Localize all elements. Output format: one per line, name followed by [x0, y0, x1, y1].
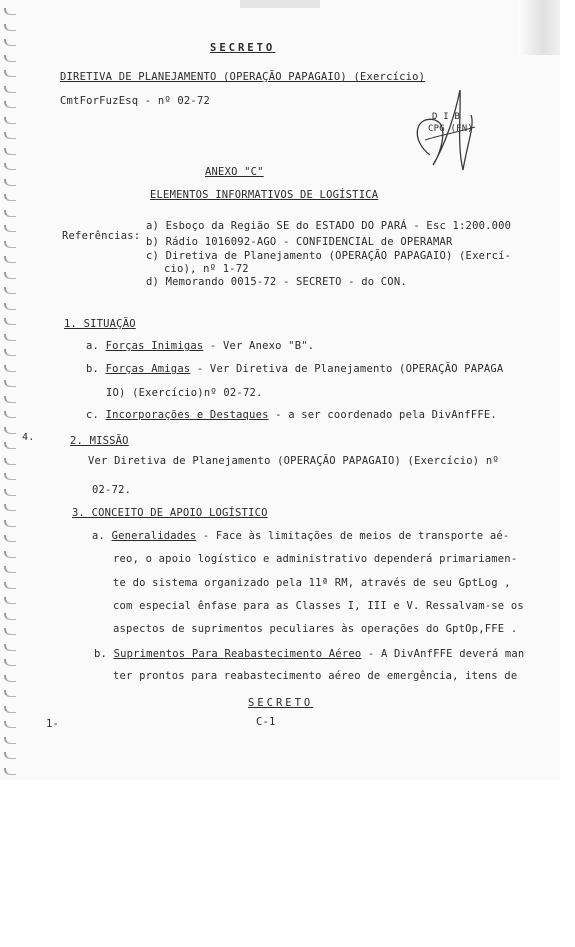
reference-item-d: d) Memorando 0015-72 - SECRETO - do CON.: [146, 276, 407, 288]
binding-hole: [4, 225, 16, 232]
binding-hole: [4, 8, 16, 15]
binding-hole: [4, 349, 16, 356]
section-1c-label: c.: [86, 409, 100, 421]
section-1a-text: - Ver Anexo "B".: [203, 340, 315, 352]
binding-hole: [4, 101, 16, 108]
binding-hole: [4, 411, 16, 418]
section-1b-text-2: IO) (Exercício)nº 02-72.: [106, 387, 263, 399]
stamp-line-2: CPG (FN): [428, 124, 473, 134]
reference-item-c-cont: cio), nº 1-72: [164, 263, 249, 275]
section-3b-label: b.: [94, 648, 108, 660]
binding-hole: [4, 39, 16, 46]
binding-hole: [4, 24, 16, 31]
section-2-text-2: 02-72.: [92, 484, 132, 496]
binding-hole: [4, 504, 16, 511]
binding-hole: [4, 272, 16, 279]
section-3-heading: 3. CONCEITO DE APOIO LOGÍSTICO: [72, 507, 268, 519]
binding-hole: [4, 489, 16, 496]
binding-hole: [4, 551, 16, 558]
page-number: C-1: [256, 716, 276, 728]
section-3a-label: a.: [92, 530, 106, 542]
classification-header: SECRETO: [210, 42, 276, 54]
reference-item-c: c) Diretiva de Planejamento (OPERAÇÃO PAPAGAIO) (Exercí-: [146, 250, 512, 262]
binding-hole: [4, 597, 16, 604]
scan-smudge-right: [518, 0, 560, 55]
binding-hole: [4, 148, 16, 155]
binding-hole: [4, 427, 16, 434]
binding-hole: [4, 659, 16, 666]
section-3a-text-2: reo, o apoio logístico e administrativo dependerá primariamen-: [113, 553, 518, 565]
binding-hole: [4, 535, 16, 542]
margin-page-mark: 1-: [46, 718, 60, 730]
binding-hole: [4, 334, 16, 341]
binding-hole: [4, 473, 16, 480]
section-1a: [86, 340, 314, 352]
section-2-text-1: Ver Diretiva de Planejamento (OPERAÇÃO PAPAGAIO) (Exercício) nº: [88, 455, 499, 467]
handwritten-signature: [405, 85, 485, 175]
reference-item-b: b) Rádio 1016092-AGO - CONFIDENCIAL de OPERAMAR: [146, 236, 453, 248]
section-3b-title: Suprimentos Para Reabastecimento Aéreo: [113, 648, 362, 660]
section-3a-text-3: te do sistema organizado pela 11ª RM, através de seu GptLog ,: [113, 577, 511, 589]
binding-hole: [4, 256, 16, 263]
section-3a-text-4: com especial ênfase para as Classes I, III e V. Ressalvam-se os: [113, 600, 524, 612]
binding-hole: [4, 365, 16, 372]
section-1b-text-1: - Ver Diretiva de Planejamento (OPERAÇÃO PAPAGA: [190, 363, 504, 375]
binding-hole: [4, 566, 16, 573]
section-1c-title: Incorporações e Destaques: [105, 409, 269, 421]
margin-side-mark: 4.: [22, 432, 35, 443]
annex-subtitle: ELEMENTOS INFORMATIVOS DE LOGÍSTICA: [150, 189, 379, 201]
directive-title: DIRETIVA DE PLANEJAMENTO (OPERAÇÃO PAPAGAIO) (Exercício): [60, 71, 426, 83]
section-1c: [86, 409, 497, 421]
binding-hole: [4, 210, 16, 217]
binding-hole: [4, 55, 16, 62]
binding-hole: [4, 86, 16, 93]
binding-hole: [4, 613, 16, 620]
binding-hole: [4, 582, 16, 589]
binding-hole: [4, 721, 16, 728]
binding-hole: [4, 287, 16, 294]
stamp-line-1: D I B: [432, 112, 461, 122]
binding-hole: [4, 303, 16, 310]
section-3b-text-1: - A DivAnfFFE deverá man: [361, 648, 525, 660]
binding-hole: [4, 117, 16, 124]
section-3b: [94, 648, 524, 660]
section-1-heading: 1. SITUAÇÃO: [64, 318, 136, 330]
binding-hole: [4, 768, 16, 775]
classification-footer: SECRETO: [248, 697, 314, 709]
reference-item-a: a) Esboço da Região SE do ESTADO DO PARÁ - Esc 1:200.000: [146, 220, 512, 232]
reference-number: CmtForFuzEsq - nº 02-72: [60, 95, 210, 107]
binding-holes: [4, 8, 18, 778]
scan-smudge-top: [240, 0, 320, 8]
binding-hole: [4, 163, 16, 170]
annex-title: ANEXO "C": [205, 166, 264, 178]
binding-hole: [4, 380, 16, 387]
binding-hole: [4, 194, 16, 201]
binding-hole: [4, 318, 16, 325]
binding-hole: [4, 442, 16, 449]
binding-hole: [4, 70, 16, 77]
binding-hole: [4, 690, 16, 697]
binding-hole: [4, 241, 16, 248]
binding-hole: [4, 628, 16, 635]
section-1c-text: - a ser coordenado pela DivAnfFFE.: [268, 409, 497, 421]
binding-hole: [4, 396, 16, 403]
section-1a-title: Forças Inimigas: [105, 340, 204, 352]
section-3a-title: Generalidades: [111, 530, 197, 542]
binding-hole: [4, 179, 16, 186]
section-1b-title: Forças Amigas: [105, 363, 191, 375]
binding-hole: [4, 520, 16, 527]
section-1b-label: b.: [86, 363, 100, 375]
section-1a-label: a.: [86, 340, 100, 352]
section-3a-text-5: aspectos de suprimentos peculiares às operações do GptOp,FFE .: [113, 623, 518, 635]
binding-hole: [4, 675, 16, 682]
references-label: Referências:: [62, 230, 141, 242]
section-3b-text-2: ter prontos para reabastecimento aéreo de emergência, itens de: [113, 670, 518, 682]
binding-hole: [4, 644, 16, 651]
binding-hole: [4, 737, 16, 744]
binding-hole: [4, 458, 16, 465]
section-2-heading: 2. MISSÃO: [70, 435, 129, 447]
section-1b: [86, 363, 503, 375]
section-3a: [92, 530, 509, 542]
binding-hole: [4, 752, 16, 759]
binding-hole: [4, 132, 16, 139]
section-3a-text-1: - Face às limitações de meios de transporte aé-: [196, 530, 510, 542]
binding-hole: [4, 706, 16, 713]
